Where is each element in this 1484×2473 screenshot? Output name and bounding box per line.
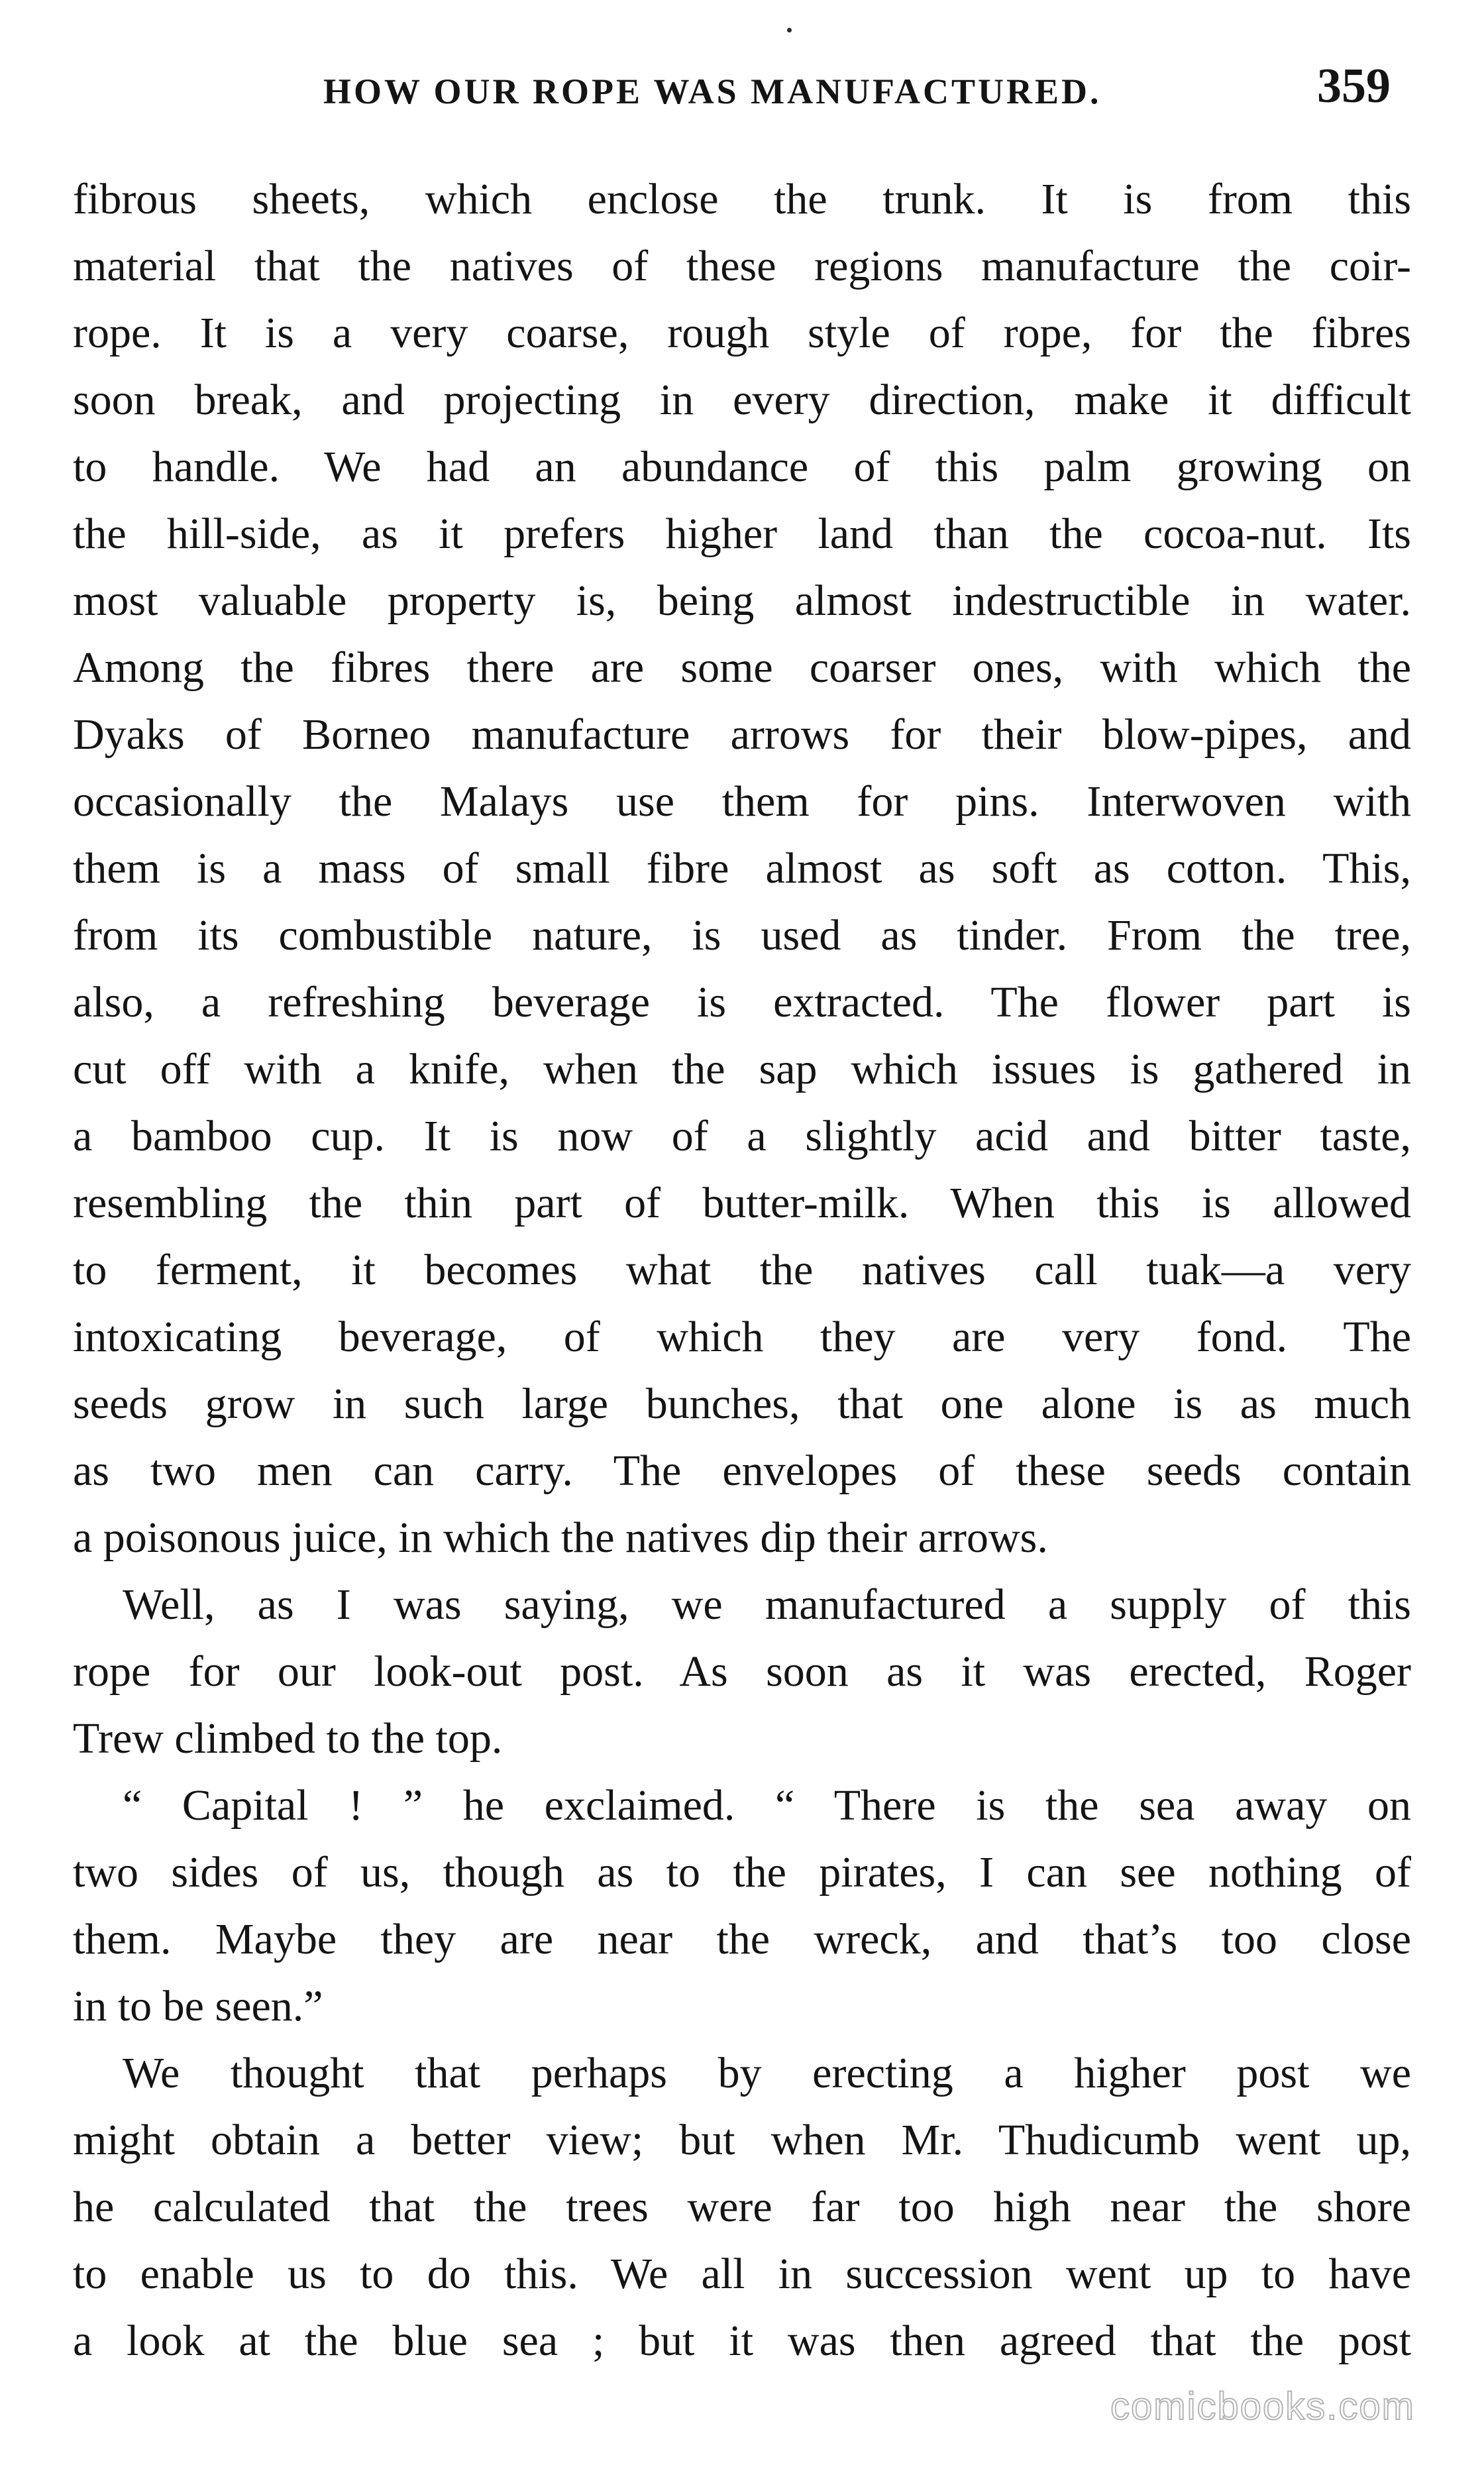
text-line: to enable us to do this. We all in succession went up to have (73, 2250, 1411, 2298)
text-line: he calculated that the trees were far too high near the shore (73, 2183, 1411, 2231)
text-line: a poisonous juice, in which the natives dip their arrows. (73, 1513, 1048, 1562)
text-line: resembling the thin part of butter-milk. When this is allowed (73, 1179, 1411, 1227)
text-line: Trew climbed to the top. (73, 1714, 503, 1763)
running-head (0, 59, 1484, 118)
text-line: We thought that perhaps by erecting a higher post we (123, 2049, 1411, 2097)
text-line: two sides of us, though as to the pirates, I can see nothing of (73, 1848, 1411, 1896)
text-line: occasionally the Malays use them for pins. Interwoven with (73, 777, 1411, 826)
text-line: soon break, and projecting in every direction, make it difficult (73, 376, 1411, 424)
text-line: also, a refreshing beverage is extracted. The flower part is (73, 978, 1411, 1026)
text-line: as two men can carry. The envelopes of these seeds contain (73, 1447, 1411, 1495)
text-line: seeds grow in such large bunches, that one alone is as much (73, 1380, 1411, 1428)
text-line: them is a mass of small fibre almost as soft as cotton. This, (73, 844, 1411, 893)
text-line: Well, as I was saying, we manufactured a supply of this (123, 1580, 1411, 1629)
text-line: a bamboo cup. It is now of a slightly acid and bitter taste, (73, 1112, 1411, 1160)
watermark-text: comicbooks.com (1110, 2385, 1415, 2428)
text-line: intoxicating beverage, of which they are very fond. The (73, 1313, 1411, 1361)
text-line: cut off with a knife, when the sap which issues is gathered in (73, 1045, 1411, 1093)
running-title: HOW OUR ROPE WAS MANUFACTURED. (323, 72, 1102, 111)
text-line: the hill-side, as it prefers higher land than the cocoa-nut. Its (73, 510, 1411, 558)
text-line: rope for our look-out post. As soon as it was erected, Roger (73, 1647, 1411, 1696)
text-line: to ferment, it becomes what the natives call tuak—a very (73, 1246, 1411, 1294)
page-number: 359 (1317, 59, 1391, 113)
text-line: Among the fibres there are some coarser ones, with which the (73, 643, 1411, 692)
text-line: them. Maybe they are near the wreck, and that’s too close (73, 1915, 1411, 1963)
print-speck (787, 28, 792, 32)
text-line: to handle. We had an abundance of this palm growing on (73, 443, 1411, 491)
text-line: from its combustible nature, is used as tinder. From the tree, (73, 911, 1411, 960)
text-line: fibrous sheets, which enclose the trunk. It is from this (73, 175, 1411, 223)
text-line: might obtain a better view; but when Mr. Thudicumb went up, (73, 2116, 1411, 2164)
text-line: most valuable property is, being almost indestructible in water. (73, 577, 1411, 625)
text-line: “ Capital ! ” he exclaimed. “ There is the sea away on (123, 1781, 1411, 1830)
text-line: rope. It is a very coarse, rough style of rope, for the fibres (73, 309, 1411, 357)
text-line: a look at the blue sea ; but it was then agreed that the post (73, 2317, 1411, 2365)
text-line: Dyaks of Borneo manufacture arrows for their blow-pipes, and (73, 710, 1411, 759)
text-line: in to be seen.” (73, 1982, 323, 2030)
text-line: material that the natives of these regions manufacture the coir- (73, 242, 1411, 290)
